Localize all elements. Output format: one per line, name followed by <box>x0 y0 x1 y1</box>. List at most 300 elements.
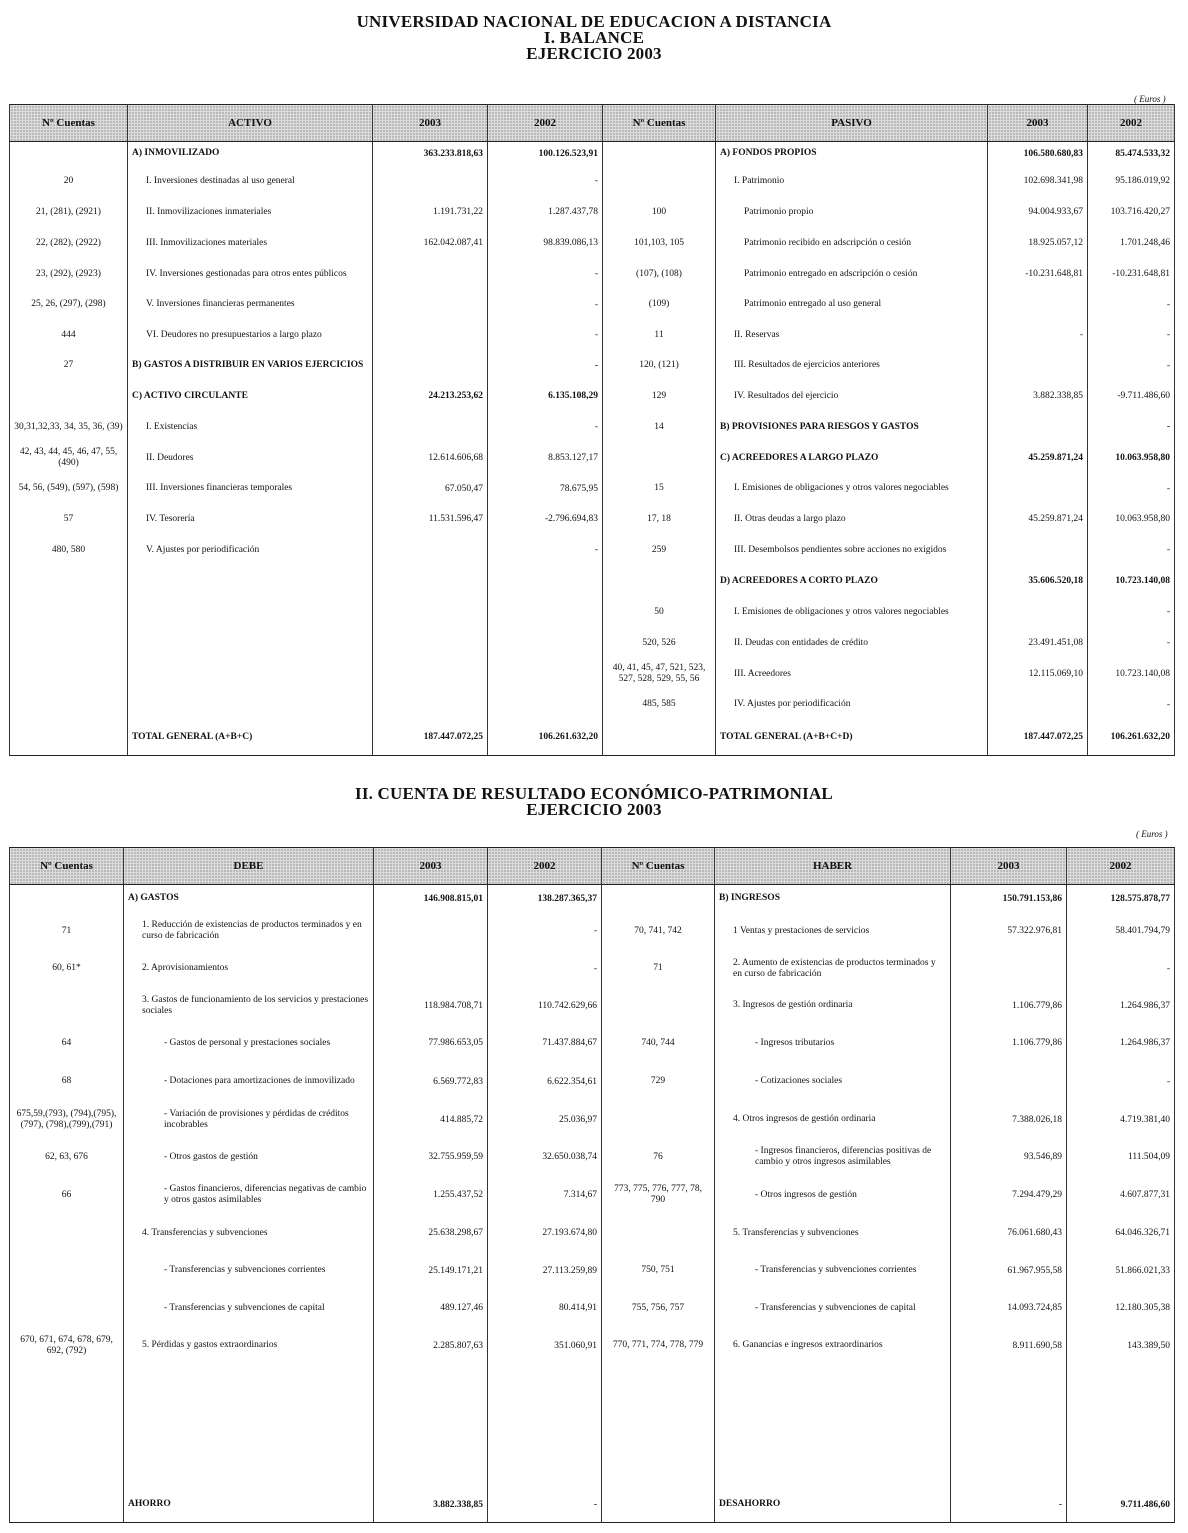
right-concept: B) PROVISIONES PARA RIESGOS Y GASTOS <box>716 412 988 443</box>
right-concept: A) FONDOS PROPIOS <box>716 142 988 166</box>
left-concept: 3. Gastos de funcionamiento de los servicios y prestaciones sociales <box>124 988 374 1024</box>
left-concept: II. Inmovilizaciones inmateriales <box>128 197 373 228</box>
left-concept: I. Existencias <box>128 412 373 443</box>
account-code-right: 750, 751 <box>602 1252 715 1289</box>
account-code-right: 101,103, 105 <box>603 228 716 259</box>
right-value-2002: 10.723.140,08 <box>1088 659 1175 690</box>
right-value-2002: 1.701.248,46 <box>1088 228 1175 259</box>
left-concept: - Dotaciones para amortizaciones de inmovilizado <box>124 1063 374 1101</box>
account-code-left <box>10 885 124 913</box>
left-value-2002: 6.135.108,29 <box>488 381 603 412</box>
header-debe: DEBE <box>124 848 374 885</box>
right-concept: - Transferencias y subvenciones de capital <box>715 1290 951 1327</box>
left-concept: B) GASTOS A DISTRIBUIR EN VARIOS EJERCICIOS <box>128 351 373 381</box>
right-value-2003: -10.231.648,81 <box>988 259 1088 290</box>
account-code-right <box>602 1215 715 1252</box>
right-value-2003 <box>988 690 1088 720</box>
header-haber: HABER <box>715 848 951 885</box>
account-code-right: (109) <box>603 290 716 320</box>
table-row <box>10 142 1175 166</box>
account-header-row <box>10 848 1175 885</box>
account-code-right: 14 <box>603 412 716 443</box>
left-concept <box>128 628 373 659</box>
left-value-2003: 3.882.338,85 <box>374 1364 488 1522</box>
right-value-2002: - <box>1088 690 1175 720</box>
left-value-2002: 98.839.086,13 <box>488 228 603 259</box>
left-value-2002 <box>488 628 603 659</box>
left-value-2002: - <box>488 166 603 197</box>
left-value-2002: 100.126.523,91 <box>488 142 603 166</box>
account-code-right: 729 <box>602 1063 715 1101</box>
table-row <box>10 659 1175 690</box>
account-code-left: 21, (281), (2921) <box>10 197 128 228</box>
table-row <box>10 1063 1175 1101</box>
right-concept: - Cotizaciones sociales <box>715 1063 951 1101</box>
right-value-2002: - <box>1088 351 1175 381</box>
account-code-right <box>602 885 715 913</box>
right-concept: II. Otras deudas a largo plazo <box>716 504 988 535</box>
account-code-right: 740, 744 <box>602 1024 715 1062</box>
account-code-left: 42, 43, 44, 45, 46, 47, 55, (490) <box>10 443 128 474</box>
left-concept: - Transferencias y subvenciones de capital <box>124 1290 374 1327</box>
left-value-2002: - <box>488 351 603 381</box>
right-concept: - Ingresos tributarios <box>715 1024 951 1062</box>
left-value-2002: 25.036,97 <box>488 1101 602 1138</box>
table-row <box>10 504 1175 535</box>
header-2002: 2002 <box>488 105 603 142</box>
right-value-2002: - <box>1088 535 1175 566</box>
left-concept: I. Inversiones destinadas al uso general <box>128 166 373 197</box>
left-concept: - Transferencias y subvenciones corrientes <box>124 1252 374 1289</box>
header-2002: 2002 <box>488 848 602 885</box>
right-value-2003 <box>988 351 1088 381</box>
right-concept: II. Deudas con entidades de crédito <box>716 628 988 659</box>
left-value-2003 <box>373 166 488 197</box>
left-concept: II. Deudores <box>128 443 373 474</box>
right-value-2003 <box>988 290 1088 320</box>
right-concept: 1 Ventas y prestaciones de servicios <box>715 913 951 949</box>
left-value-2002 <box>488 659 603 690</box>
right-value-2002: - <box>1067 949 1175 987</box>
left-value-2003 <box>373 320 488 351</box>
account-code-left: 675,59,(793), (794),(795),(797), (798),(799),(791) <box>10 1101 124 1138</box>
account-code-left <box>10 659 128 690</box>
right-concept: III. Acreedores <box>716 659 988 690</box>
right-concept: C) ACREEDORES A LARGO PLAZO <box>716 443 988 474</box>
right-value-2003: 106.580.680,83 <box>988 142 1088 166</box>
account-code-right: 40, 41, 45, 47, 521, 523, 527, 528, 529, 55, 56 <box>603 659 716 690</box>
account-code-right <box>602 1364 715 1522</box>
account-code-right <box>603 166 716 197</box>
left-value-2002: - <box>488 320 603 351</box>
right-value-2002: - <box>1088 474 1175 504</box>
left-value-2002: 106.261.632,20 <box>488 720 603 756</box>
left-concept: 5. Pérdidas y gastos extraordinarios <box>124 1327 374 1364</box>
left-value-2002: 32.650.038,74 <box>488 1139 602 1176</box>
left-value-2003: 118.984.708,71 <box>374 988 488 1024</box>
left-value-2002: - <box>488 949 602 987</box>
right-value-2003 <box>988 535 1088 566</box>
table-row <box>10 1176 1175 1214</box>
account-code-left: 27 <box>10 351 128 381</box>
account-code-right <box>602 988 715 1024</box>
right-concept: DESAHORRO <box>715 1364 951 1522</box>
right-value-2003: 18.925.057,12 <box>988 228 1088 259</box>
account-code-left: 670, 671, 674, 678, 679, 692, (792) <box>10 1327 124 1364</box>
left-concept <box>128 566 373 597</box>
right-concept: B) INGRESOS <box>715 885 951 913</box>
right-value-2003: 61.967.955,58 <box>951 1252 1067 1289</box>
left-value-2003: 146.908.815,01 <box>374 885 488 913</box>
account-code-right: 71 <box>602 949 715 987</box>
left-value-2002: 80.414,91 <box>488 1290 602 1327</box>
account-code-left: 68 <box>10 1063 124 1101</box>
left-value-2003: 2.285.807,63 <box>374 1327 488 1364</box>
left-value-2003: 67.050,47 <box>373 474 488 504</box>
left-value-2002: 27.193.674,80 <box>488 1215 602 1252</box>
right-concept: IV. Ajustes por periodificación <box>716 690 988 720</box>
right-value-2003: 12.115.069,10 <box>988 659 1088 690</box>
table-row <box>10 597 1175 628</box>
left-value-2003: 1.191.731,22 <box>373 197 488 228</box>
table-row <box>10 290 1175 320</box>
account-code-left <box>10 142 128 166</box>
right-value-2003 <box>988 412 1088 443</box>
right-value-2003: 35.606.520,18 <box>988 566 1088 597</box>
account-year: EJERCICIO 2003 <box>526 800 662 819</box>
account-table <box>9 847 1175 1523</box>
left-value-2002: 6.622.354,61 <box>488 1063 602 1101</box>
left-value-2002 <box>488 597 603 628</box>
account-code-left <box>10 1252 124 1289</box>
account-code-right: (107), (108) <box>603 259 716 290</box>
table-row <box>10 628 1175 659</box>
right-value-2002: 4.607.877,31 <box>1067 1176 1175 1214</box>
left-value-2002: 351.060,91 <box>488 1327 602 1364</box>
account-code-right: 76 <box>602 1139 715 1176</box>
table-row <box>10 988 1175 1024</box>
left-value-2003: 25.149.171,21 <box>374 1252 488 1289</box>
left-value-2002: 78.675,95 <box>488 474 603 504</box>
right-value-2003: 1.106.779,86 <box>951 1024 1067 1062</box>
table-row <box>10 1215 1175 1252</box>
left-value-2003 <box>373 659 488 690</box>
right-value-2002: 95.186.019,92 <box>1088 166 1175 197</box>
right-value-2003: 45.259.871,24 <box>988 443 1088 474</box>
left-concept: III. Inmovilizaciones materiales <box>128 228 373 259</box>
right-value-2003 <box>951 1063 1067 1101</box>
account-code-left: 444 <box>10 320 128 351</box>
left-concept: 4. Transferencias y subvenciones <box>124 1215 374 1252</box>
table-row <box>10 228 1175 259</box>
account-code-left <box>10 381 128 412</box>
table-row <box>10 1252 1175 1289</box>
right-value-2002: - <box>1088 412 1175 443</box>
left-concept: 2. Aprovisionamientos <box>124 949 374 987</box>
left-value-2003 <box>374 913 488 949</box>
header-2003: 2003 <box>988 105 1088 142</box>
account-code-right: 120, (121) <box>603 351 716 381</box>
right-concept: 3. Ingresos de gestión ordinaria <box>715 988 951 1024</box>
table-row <box>10 720 1175 756</box>
right-value-2003: 93.546,89 <box>951 1139 1067 1176</box>
right-concept: 2. Aumento de existencias de productos terminados y en curso de fabricación <box>715 949 951 987</box>
header-cuentas: Nº Cuentas <box>10 105 128 142</box>
account-code-right: 773, 775, 776, 777, 78, 790 <box>602 1176 715 1214</box>
left-value-2003: 24.213.253,62 <box>373 381 488 412</box>
account-code-right: 259 <box>603 535 716 566</box>
account-code-left <box>10 1364 124 1522</box>
account-code-left: 62, 63, 676 <box>10 1139 124 1176</box>
table-row <box>10 1101 1175 1138</box>
right-value-2002: -9.711.486,60 <box>1088 381 1175 412</box>
left-value-2003 <box>373 628 488 659</box>
left-value-2003: 414.885,72 <box>374 1101 488 1138</box>
balance-header-row <box>10 105 1175 142</box>
left-value-2002: 1.287.437,78 <box>488 197 603 228</box>
right-concept: I. Patrimonio <box>716 166 988 197</box>
left-value-2002: 71.437.884,67 <box>488 1024 602 1062</box>
account-unit: ( Euros ) <box>1136 829 1168 839</box>
right-concept: - Ingresos financieros, diferencias positivas de cambio y otros ingresos asimilables <box>715 1139 951 1176</box>
right-concept: IV. Resultados del ejercicio <box>716 381 988 412</box>
left-value-2002: - <box>488 412 603 443</box>
right-concept: Patrimonio entregado al uso general <box>716 290 988 320</box>
left-concept: AHORRO <box>124 1364 374 1522</box>
right-value-2002: 10.063.958,80 <box>1088 443 1175 474</box>
balance-title: I. BALANCE <box>543 28 645 47</box>
right-value-2002: - <box>1088 597 1175 628</box>
balance-year: EJERCICIO 2003 <box>526 44 662 63</box>
right-value-2003: 102.698.341,98 <box>988 166 1088 197</box>
left-concept: C) ACTIVO CIRCULANTE <box>128 381 373 412</box>
right-value-2002: 85.474.533,32 <box>1088 142 1175 166</box>
right-value-2002: 12.180.305,38 <box>1067 1290 1175 1327</box>
left-concept: A) GASTOS <box>124 885 374 913</box>
left-value-2002: - <box>488 1364 602 1522</box>
account-code-left: 23, (292), (2923) <box>10 259 128 290</box>
left-concept: VI. Deudores no presupuestarios a largo plazo <box>128 320 373 351</box>
account-title-block <box>0 786 1188 818</box>
account-code-left <box>10 566 128 597</box>
account-code-left: 71 <box>10 913 124 949</box>
account-code-right: 129 <box>603 381 716 412</box>
left-value-2003: 11.531.596,47 <box>373 504 488 535</box>
header-activo: ACTIVO <box>128 105 373 142</box>
right-value-2003 <box>988 474 1088 504</box>
right-value-2003: 76.061.680,43 <box>951 1215 1067 1252</box>
right-value-2002: 58.401.794,79 <box>1067 913 1175 949</box>
account-code-right: 770, 771, 774, 778, 779 <box>602 1327 715 1364</box>
header-cuentas: Nº Cuentas <box>10 848 124 885</box>
right-concept: Patrimonio propio <box>716 197 988 228</box>
table-row <box>10 412 1175 443</box>
right-value-2002: 128.575.878,77 <box>1067 885 1175 913</box>
left-value-2002: - <box>488 259 603 290</box>
right-concept: 4. Otros ingresos de gestión ordinaria <box>715 1101 951 1138</box>
header-2003: 2003 <box>951 848 1067 885</box>
account-code-right: 755, 756, 757 <box>602 1290 715 1327</box>
right-concept: TOTAL GENERAL (A+B+C+D) <box>716 720 988 756</box>
account-code-left: 25, 26, (297), (298) <box>10 290 128 320</box>
right-concept: Patrimonio entregado en adscripción o cesión <box>716 259 988 290</box>
account-code-right: 100 <box>603 197 716 228</box>
table-row <box>10 259 1175 290</box>
right-value-2002: 10.723.140,08 <box>1088 566 1175 597</box>
header-cuentas: Nº Cuentas <box>603 105 716 142</box>
right-value-2003: 57.322.976,81 <box>951 913 1067 949</box>
table-row <box>10 885 1175 913</box>
right-concept: D) ACREEDORES A CORTO PLAZO <box>716 566 988 597</box>
right-value-2002: 10.063.958,80 <box>1088 504 1175 535</box>
table-row <box>10 1139 1175 1176</box>
account-code-right <box>602 1101 715 1138</box>
left-value-2003: 12.614.606,68 <box>373 443 488 474</box>
left-value-2003: 363.233.818,63 <box>373 142 488 166</box>
left-value-2003: 1.255.437,52 <box>374 1176 488 1214</box>
right-value-2002: 1.264.986,37 <box>1067 1024 1175 1062</box>
account-code-left <box>10 597 128 628</box>
left-value-2002: 110.742.629,66 <box>488 988 602 1024</box>
right-value-2003: 23.491.451,08 <box>988 628 1088 659</box>
account-code-right <box>603 720 716 756</box>
right-value-2003: 187.447.072,25 <box>988 720 1088 756</box>
right-value-2002: - <box>1088 628 1175 659</box>
left-concept: III. Inversiones financieras temporales <box>128 474 373 504</box>
table-row <box>10 351 1175 381</box>
left-value-2003 <box>373 566 488 597</box>
university-title: UNIVERSIDAD NACIONAL DE EDUCACION A DISTANCIA <box>356 12 832 31</box>
table-row <box>10 690 1175 720</box>
account-code-right: 17, 18 <box>603 504 716 535</box>
left-value-2003 <box>373 597 488 628</box>
left-value-2002: - <box>488 535 603 566</box>
right-concept: Patrimonio recibido en adscripción o cesión <box>716 228 988 259</box>
table-row <box>10 949 1175 987</box>
left-concept: IV. Tesorería <box>128 504 373 535</box>
left-value-2003: 25.638.298,67 <box>374 1215 488 1252</box>
right-concept: 6. Ganancias e ingresos extraordinarios <box>715 1327 951 1364</box>
account-code-left: 22, (282), (2922) <box>10 228 128 259</box>
right-value-2003 <box>951 949 1067 987</box>
right-value-2002: - <box>1088 320 1175 351</box>
table-row <box>10 197 1175 228</box>
right-value-2003 <box>988 597 1088 628</box>
account-code-left: 66 <box>10 1176 124 1214</box>
account-code-left: 480, 580 <box>10 535 128 566</box>
left-concept: V. Inversiones financieras permanentes <box>128 290 373 320</box>
left-value-2002: 138.287.365,37 <box>488 885 602 913</box>
account-code-right: 485, 585 <box>603 690 716 720</box>
account-title: II. CUENTA DE RESULTADO ECONÓMICO-PATRIMONIAL <box>355 784 833 803</box>
header-2003: 2003 <box>373 105 488 142</box>
right-concept: III. Resultados de ejercicios anteriores <box>716 351 988 381</box>
account-code-left: 64 <box>10 1024 124 1062</box>
left-concept: - Gastos de personal y prestaciones sociales <box>124 1024 374 1062</box>
right-value-2002: 9.711.486,60 <box>1067 1364 1175 1522</box>
account-code-left <box>10 628 128 659</box>
left-concept: - Otros gastos de gestión <box>124 1139 374 1176</box>
right-concept: I. Emisiones de obligaciones y otros valores negociables <box>716 597 988 628</box>
right-value-2002: - <box>1067 1063 1175 1101</box>
left-concept <box>128 597 373 628</box>
left-value-2002: - <box>488 290 603 320</box>
right-concept: II. Reservas <box>716 320 988 351</box>
left-value-2002: 7.314,67 <box>488 1176 602 1214</box>
left-value-2002: - <box>488 913 602 949</box>
account-code-right: 520, 526 <box>603 628 716 659</box>
left-value-2003 <box>373 259 488 290</box>
account-code-left <box>10 988 124 1024</box>
table-row <box>10 1364 1175 1522</box>
account-code-right <box>603 443 716 474</box>
account-code-right: 50 <box>603 597 716 628</box>
account-code-right <box>603 142 716 166</box>
left-value-2003: 489.127,46 <box>374 1290 488 1327</box>
table-row <box>10 381 1175 412</box>
left-value-2002 <box>488 566 603 597</box>
right-concept: I. Emisiones de obligaciones y otros valores negociables <box>716 474 988 504</box>
account-code-left <box>10 720 128 756</box>
right-value-2002: 1.264.986,37 <box>1067 988 1175 1024</box>
right-value-2003: 7.294.479,29 <box>951 1176 1067 1214</box>
balance-table <box>9 104 1175 756</box>
right-value-2003: 8.911.690,58 <box>951 1327 1067 1364</box>
account-code-left: 20 <box>10 166 128 197</box>
header-cuentas: Nº Cuentas <box>602 848 715 885</box>
account-code-right: 70, 741, 742 <box>602 913 715 949</box>
account-code-left <box>10 1215 124 1252</box>
right-value-2003: 7.388.026,18 <box>951 1101 1067 1138</box>
balance-title-block <box>0 14 1188 62</box>
table-row <box>10 1327 1175 1364</box>
left-concept: IV. Inversiones gestionadas para otros entes públicos <box>128 259 373 290</box>
left-value-2003 <box>373 535 488 566</box>
left-concept: 1. Reducción de existencias de productos terminados y en curso de fabricación <box>124 913 374 949</box>
right-value-2002: - <box>1088 290 1175 320</box>
right-value-2003: 94.004.933,67 <box>988 197 1088 228</box>
right-value-2003: 150.791.153,86 <box>951 885 1067 913</box>
right-value-2002: 143.389,50 <box>1067 1327 1175 1364</box>
left-value-2003 <box>373 412 488 443</box>
header-2003: 2003 <box>374 848 488 885</box>
right-value-2003: - <box>988 320 1088 351</box>
account-code-left: 57 <box>10 504 128 535</box>
left-value-2003 <box>374 949 488 987</box>
right-value-2002: 111.504,09 <box>1067 1139 1175 1176</box>
account-code-left <box>10 690 128 720</box>
table-row <box>10 566 1175 597</box>
left-concept: - Variación de provisiones y pérdidas de créditos incobrables <box>124 1101 374 1138</box>
left-value-2003: 187.447.072,25 <box>373 720 488 756</box>
account-code-right: 15 <box>603 474 716 504</box>
table-row <box>10 535 1175 566</box>
left-value-2003 <box>373 690 488 720</box>
right-value-2002: 64.046.326,71 <box>1067 1215 1175 1252</box>
right-concept: - Otros ingresos de gestión <box>715 1176 951 1214</box>
left-concept: - Gastos financieros, diferencias negativas de cambio y otros gastos asimilables <box>124 1176 374 1214</box>
table-row <box>10 1024 1175 1062</box>
right-concept: - Transferencias y subvenciones corrientes <box>715 1252 951 1289</box>
right-value-2002: 4.719.381,40 <box>1067 1101 1175 1138</box>
header-pasivo: PASIVO <box>716 105 988 142</box>
right-concept: 5. Transferencias y subvenciones <box>715 1215 951 1252</box>
left-concept: TOTAL GENERAL (A+B+C) <box>128 720 373 756</box>
table-row <box>10 166 1175 197</box>
left-value-2003 <box>373 351 488 381</box>
right-value-2002: 51.866.021,33 <box>1067 1252 1175 1289</box>
table-row <box>10 1290 1175 1327</box>
